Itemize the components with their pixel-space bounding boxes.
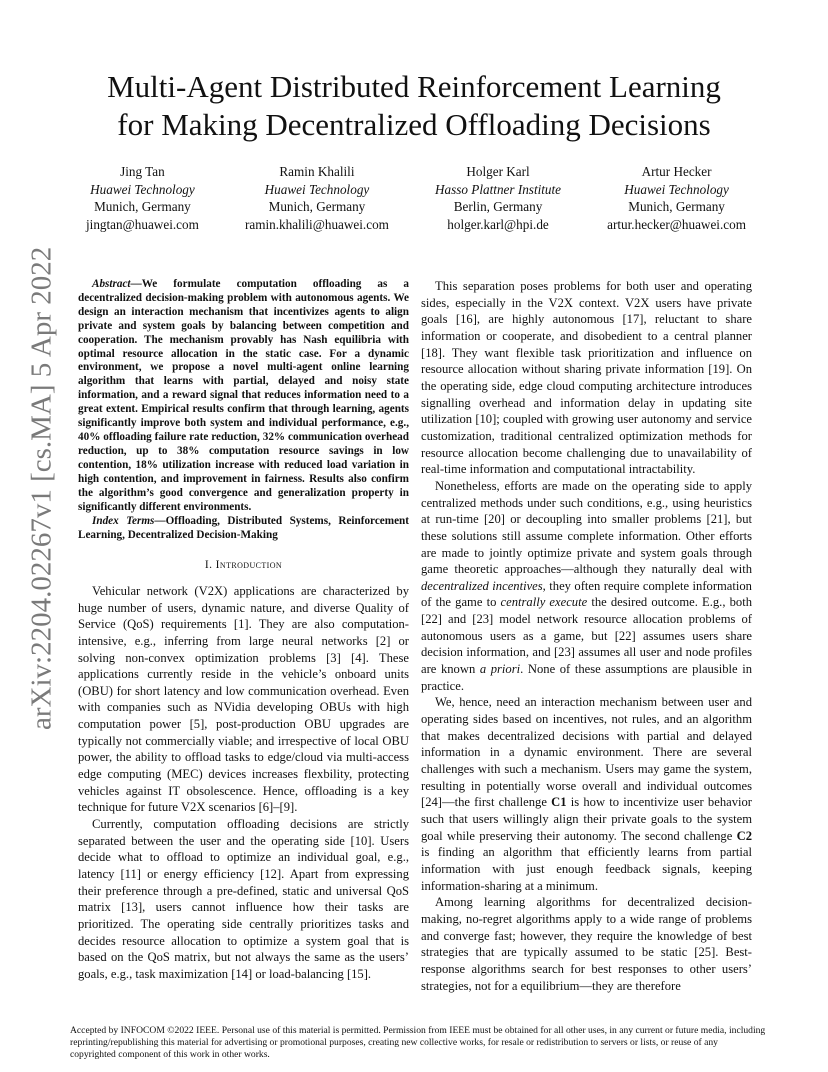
intro-paragraph-5 (421, 694, 752, 894)
author-email: artur.hecker@huawei.com (607, 216, 746, 232)
text-run: is finding an algorithm that efficiently learns from partial information with just enough feedback signals, keeping information-sharing at a minimum. (421, 845, 752, 893)
right-column (421, 278, 752, 994)
author-affiliation: Huawei Technology (264, 181, 370, 197)
text-run: , they often require complete information of the game to (421, 578, 752, 610)
intro-paragraph-1: Vehicular network (V2X) applications are characterized by huge number of users, dynamic nature, and diverse Quality of Service (QoS) requirements [1]. They are also computation-intensive, e.g., inferring from large neural networks [2] or solving non-convex optimization problems [3] [4]. These applications currently reside in the vehicle’s onboard units (OBU) for short latency and low communication overhead. Even with companies such as NVidia developing OBUs with high computation power [5], post-production OBU upgrades are typically not commercially viable; and irrespective of local OBU power, the ability to offload tasks to edge/cloud via multi-access edge computing (MEC) devices increases flexbility, protecting vehicles against IT obsolescence. Hence, offloading is a key technique for future V2X scenarios [6]–[9]. (78, 583, 409, 815)
author-affiliation: Hasso Plattner Institute (435, 181, 562, 197)
author-name: Jing Tan (120, 164, 165, 179)
author-4 (607, 163, 746, 233)
index-terms (78, 515, 409, 543)
author-affiliation: Huawei Technology (90, 181, 195, 197)
author-location: Munich, Germany (628, 199, 725, 214)
author-name: Artur Hecker (641, 164, 712, 179)
title-line-2: for Making Decentralized Offloading Decisions (117, 107, 711, 142)
author-location: Munich, Germany (94, 199, 191, 214)
author-affiliation: Huawei Technology (624, 181, 729, 197)
author-email: holger.karl@hpi.de (447, 216, 549, 232)
title-line-1: Multi-Agent Distributed Reinforcement Learning (107, 69, 721, 104)
text-run: We, hence, need an interaction mechanism between user and operating sides based on incentives, not rules, and an algorithm that makes decentralized decisions with partial and delayed information in a dynamic environment. There are several challenges with such a mechanism. Users may game the system, resulting in potentially worse overall and individual outcomes [24]—the first challenge (421, 695, 752, 810)
abstract (78, 278, 409, 514)
author-name: Ramin Khalili (279, 164, 355, 179)
emphasis-text: decentralized incentives (421, 578, 543, 593)
emphasis-text: a priori (479, 662, 521, 677)
author-email: jingtan@huawei.com (86, 216, 199, 232)
intro-paragraph-6: Among learning algorithms for decentralized decision-making, no-regret algorithms apply to a wide range of problems and converge fast; however, they require the knowledge of best strategies that are typically assumed to be static [25]. Best-response algorithms search for best responses to other users’ strategies, not for a equilibrium—they are therefore (421, 895, 752, 993)
index-terms-text: —Offloading, Distributed Systems, Reinforcement Learning, Decentralized Decision-Making (78, 515, 409, 542)
author-location: Berlin, Germany (453, 199, 543, 214)
challenge-label: C2 (736, 828, 752, 843)
author-email: ramin.khalili@huawei.com (244, 216, 389, 232)
author-block (86, 163, 746, 233)
section-heading: I. Introduction (204, 559, 283, 572)
author-name: Holger Karl (466, 164, 530, 179)
emphasis-text: centrally execute (500, 595, 588, 610)
intro-paragraph-3: This separation poses problems for both user and operating sides, especially in the V2X context. V2X users have private goals [16], are highly autonomous [17], reluctant to share information or cooperate, and disobedient to a central planner [18]. They want flexible task prioritization and influence on resource allocation without sharing private information [19]. On the operating side, edge cloud computing architecture introduces signalling overhead and information delay in updating site utilization [10]; coupled with growing user autonomy and service customization, traditional centralized optimization methods for resource allocation become challenging due to unavailability of real-time information and computational intractability. (421, 279, 752, 477)
abstract-label: Abstract (92, 278, 131, 290)
text-run: is how to incentivize user behavior such that users willingly align their private goals to the system goal while preserving their autonomy. The second challenge (421, 795, 752, 843)
abstract-text: —We formulate computation offloading as a decentralized decision-making problem with autonomous agents. We design an interaction mechanism that incentivizes agents to align private and system goals by balancing between competition and cooperation. The mechanism provably has Nash equilibria with optimal resource allocation in the static case. For a dynamic environment, we propose a novel multi-agent online learning algorithm that learns with partial, delayed and noisy state information, and a reward signal that reduces information need to a great extent. Empirical results confirm that through learning, agents significantly improve both system and individual performance, e.g., 40% offloading failure rate reduction, 32% communication overhead reduction, up to 38% computation resource savings in low contention, 18% utilization increase with reduced load variation in high contention, and improvement in fairness. Results also confirm the algorithm’s good convergence and generalization property in significantly different environments. (78, 278, 409, 513)
text-run: the desired outcome. E.g., both [22] and [23] model network resource allocation problems of autonomous users as a game, but [22] assumes users share decision information, and [23] assumes all user and node profiles are known (421, 595, 752, 677)
paper-title (60, 68, 768, 144)
challenge-label: C1 (551, 795, 567, 810)
intro-paragraph-4 (421, 478, 752, 695)
left-column (78, 278, 409, 983)
index-terms-label: Index Terms (92, 515, 155, 528)
author-1 (86, 163, 199, 233)
copyright-footer: Accepted by INFOCOM ©2022 IEEE. Personal use of this material is permitted. Permission from IEEE must be obtained for all other uses, in any current or future media, including reprinting/republishing this material for advertising or promotional purposes, creating new collective works, for resale or redistribution to servers or lists, or reuse of any copyrighted component of this work in other works. (70, 1025, 766, 1060)
author-location: Munich, Germany (268, 199, 366, 214)
author-2 (245, 163, 389, 233)
text-run: . None of these assumptions are plausible in practice. (421, 662, 753, 693)
intro-paragraph-2: Currently, computation offloading decisions are strictly separated between the user and the operating side [10]. Users decide what to offload to optimize an individual goal, e.g., latency [11] or energy efficiency [12]. Apart from expressing their preference through a pre-defined, static and universal QoS matrix [13], users cannot influence how their tasks are prioritized. The operating side centrally prioritizes tasks and decides resource allocation to optimize a system goal that is based on the QoS matrix, but not always the same as the users’ goals, e.g., task maximization [14] or load-balancing [15]. (78, 817, 409, 981)
author-3 (435, 163, 561, 233)
text-run: Nonetheless, efforts are made on the operating side to apply centralized methods under such conditions, e.g., using heuristics at run-time [20] or decoupling into smaller problems [21], but these solutions still assume complete information. Other efforts are made to jointly optimize private and system goals through game theoretic approaches—although they naturally deal with (421, 478, 752, 577)
arxiv-identifier: arXiv:2204.02267v1 [cs.MA] 5 Apr 2022 (25, 246, 58, 730)
